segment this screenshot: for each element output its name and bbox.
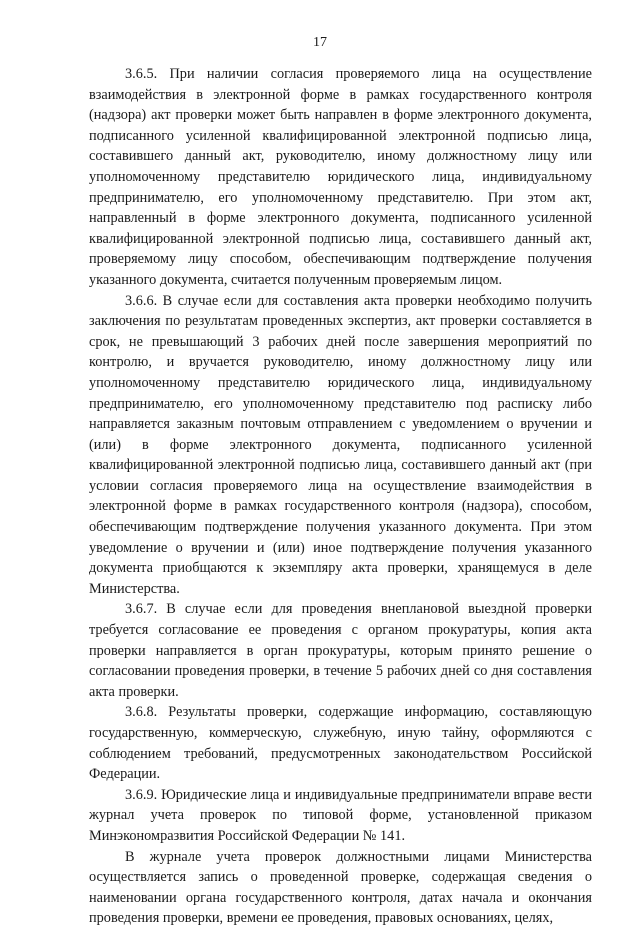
document-body [89,64,592,929]
page-number: 17 [313,35,327,50]
paragraph-journal-entry: В журнале учета проверок должностными лицами Министерства осуществляется запись о проведенной проверке, содержащая сведения о наименовании органа государственного контроля, датах начала и окончания проведения проверки, времени ее проведения, правовых основаниях, целях, [89,848,592,927]
paragraph-3-6-8: 3.6.8. Результаты проверки, содержащие информацию, составляющую государственную, коммерческую, служебную, иную тайну, оформляются с соблюдением требований, предусмотренных законодательством Российской Федерации. [89,704,592,783]
paragraph-3-6-6: 3.6.6. В случае если для составления акта проверки необходимо получить заключения по результатам проведенных экспертиз, акт проверки составляется в срок, не превышающий 3 рабочих дней после завершения мероприятий по контролю, и вручается руководителю, иному должностному лицу или уполномоченному представителю юридического лица, индивидуальному предпринимателю, его уполномоченному представителю под расписку либо направляется заказным почтовым отправлением с уведомлением о вручении и (или) в форме электронного документа, подписанного усиленной квалифицированной электронной подписью лица, составившего данный акт (при условии согласия проверяемого лица на осуществление взаимодействия в электронной форме в рамках государственного контроля (надзора), способом, обеспечивающим подтверждение получения указанного документа. При этом уведомление о вручении и (или) иное подтверждение получения указанного документа приобщаются к экземпляру акта проверки, хранящемуся в деле Министерства. [89,292,592,597]
paragraph-3-6-7: 3.6.7. В случае если для проведения внеплановой выездной проверки требуется согласование ее проведения с органом прокуратуры, копия акта проверки направляется в орган прокуратуры, которым принято решение о согласовании проведения проверки, в течение 5 рабочих дней со дня составления акта проверки. [89,601,592,700]
paragraph-3-6-9: 3.6.9. Юридические лица и индивидуальные предприниматели вправе вести журнал учета проверок по типовой форме, установленной приказом Минэкономразвития Российской Федерации № 141. [89,786,592,844]
paragraph-3-6-5: 3.6.5. При наличии согласия проверяемого лица на осуществление взаимодействия в электронной форме в рамках государственного контроля (надзора) акт проверки может быть направлен в форме электронного документа, подписанного усиленной квалифицированной электронной подписью лица, составившего данный акт, руководителю, иному должностному лицу или уполномоченному представителю юридического лица, индивидуальному предпринимателю, его уполномоченному представителю. При этом акт, направленный в форме электронного документа, подписанного усиленной квалифицированной электронной подписью лица, составившего данный акт, проверяемому лицу способом, обеспечивающим подтверждение получения указанного документа, считается полученным проверяемым лицом. [89,66,592,288]
